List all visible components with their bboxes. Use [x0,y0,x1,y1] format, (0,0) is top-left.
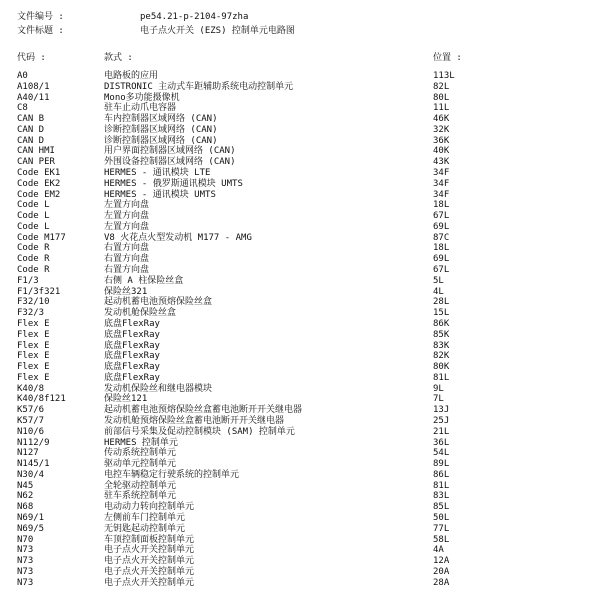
row-position: 77L [433,523,450,534]
table-row [0,373,605,384]
table-row [0,308,605,319]
table-row [0,448,605,459]
table-row [0,567,605,578]
row-code: Code EK2 [17,178,61,189]
row-code: Code R [17,254,50,265]
row-position: 80L [433,92,450,103]
row-description: 左置方向盘 [104,200,150,211]
row-code: N68 [17,502,34,513]
row-position: 81L [433,480,450,491]
table-row [0,362,605,373]
row-position: 9L [433,383,444,394]
row-code: N45 [17,480,34,491]
column-header-code: 代码 : [17,53,46,63]
row-code: F32/3 [17,308,45,319]
table-row [0,427,605,438]
row-code: K57/7 [17,415,45,426]
row-position: 18L [433,243,450,254]
row-code: F32/10 [17,297,50,308]
row-code: C8 [17,103,28,114]
row-position: 28A [433,577,450,588]
row-position: 15L [433,308,450,319]
row-code: Code EM2 [17,189,61,200]
row-code: K40/8f121 [17,394,66,405]
row-position: 86K [433,318,450,329]
row-code: N30/4 [17,469,45,480]
row-description: 左侧前车门控制单元 [104,512,186,523]
row-position: 85L [433,502,450,513]
table-row [0,330,605,341]
table-row [0,578,605,589]
row-description: 驻车系统控制单元 [104,491,177,502]
row-description: 底盘FlexRay [104,372,160,383]
table-row [0,502,605,513]
table-row [0,190,605,201]
row-description: 电子点火开关控制单元 [104,577,195,588]
row-code: Code R [17,243,50,254]
row-position: 34F [433,168,450,179]
row-position: 12A [433,556,450,567]
row-position: 81L [433,372,450,383]
row-position: 4A [433,545,444,556]
row-code: CAN D [17,135,45,146]
row-position: 36L [433,437,450,448]
table-row [0,416,605,427]
row-position: 25J [433,415,450,426]
row-position: 43K [433,157,450,168]
row-code: Flex E [17,329,50,340]
row-description: 右置方向盘 [104,254,150,265]
row-position: 69L [433,221,450,232]
row-code: A108/1 [17,81,50,92]
row-position: 4L [433,286,444,297]
column-header-position: 位置 : [433,53,462,63]
row-description: 左置方向盘 [104,211,150,222]
row-description: 电路板的应用 [104,71,159,81]
table-header [0,52,605,64]
row-description: 发动机舱保险丝盒 [104,308,177,319]
row-description: 车内控制器区域网络 (CAN) [104,114,218,125]
row-code: N10/6 [17,426,45,437]
row-position: 5L [433,275,444,286]
row-position: 67L [433,265,450,276]
document-number-label: 文件编号 : [17,12,64,22]
table-row [0,179,605,190]
row-code: A0 [17,71,28,81]
row-code: N112/9 [17,437,50,448]
row-code: CAN B [17,114,45,125]
row-code: Flex E [17,372,50,383]
row-description: Mono多功能摄像机 [104,92,180,103]
table-row [0,341,605,352]
row-description: 发动机舱预熔保险丝盒蓄电池断开开关继电器 [104,415,285,426]
row-description: 全轮驱动控制单元 [104,480,177,491]
row-code: N69/5 [17,523,45,534]
table-row [0,243,605,254]
row-code: Code R [17,265,50,276]
table-row [0,114,605,125]
row-description: 发动机保险丝和继电器模块 [104,383,213,394]
row-position: 58L [433,534,450,545]
row-code: CAN PER [17,157,55,168]
table-row [0,481,605,492]
row-code: K40/8 [17,383,45,394]
row-position: 69L [433,254,450,265]
row-position: 89L [433,459,450,470]
row-code: A40/11 [17,92,50,103]
row-position: 34F [433,178,450,189]
table-row [0,524,605,535]
row-position: 13J [433,405,450,416]
row-position: 82K [433,351,450,362]
table-row [0,265,605,276]
row-description: 底盘FlexRay [104,318,160,329]
table-row [0,168,605,179]
row-position: 34F [433,189,450,200]
row-position: 82L [433,81,450,92]
row-description: 驱动单元控制单元 [104,459,177,470]
row-position: 67L [433,211,450,222]
table-row [0,545,605,556]
row-code: F1/3 [17,275,39,286]
table-row [0,351,605,362]
row-description: 外围设备控制器区域网络 (CAN) [104,157,236,168]
row-description: 无钥匙起动控制单元 [104,523,186,534]
row-description: 诊断控制器区域网络 (CAN) [104,124,218,135]
row-description: HERMES - 通讯模块 UMTS [104,189,216,200]
table-row [0,297,605,308]
row-position: 80K [433,362,450,373]
table-row [0,491,605,502]
row-position: 36K [433,135,450,146]
row-code: N73 [17,577,34,588]
table-row [0,157,605,168]
table-row [0,535,605,546]
row-description: HERMES - 通讯模块 LTE [104,168,211,179]
table-row [0,276,605,287]
row-code: N62 [17,491,34,502]
row-position: 11L [433,103,450,114]
table-row [0,233,605,244]
row-code: N73 [17,556,34,567]
row-description: 电子点火开关控制单元 [104,556,195,567]
table-row [0,438,605,449]
table-row [0,103,605,114]
row-description: 电子点火开关控制单元 [104,566,195,577]
row-description: 起动机蓄电池预熔保险丝盒 [104,297,213,308]
table-row [0,287,605,298]
row-position: 87C [433,232,450,243]
table-row [0,136,605,147]
row-description: 左置方向盘 [104,221,150,232]
row-code: N145/1 [17,459,50,470]
row-position: 20A [433,566,450,577]
row-description: HERMES - 俄罗斯通讯模块 UMTS [104,178,243,189]
row-description: 车顶控制面板控制单元 [104,534,195,545]
row-code: N69/1 [17,512,45,523]
row-description: 电子点火开关控制单元 [104,545,195,556]
table-row [0,200,605,211]
table-row [0,254,605,265]
row-position: 28L [433,297,450,308]
row-position: 85K [433,329,450,340]
document-number-value: pe54.21-p-2104-97zha [140,12,249,22]
table-row [0,125,605,136]
row-position: 21L [433,426,450,437]
row-description: 底盘FlexRay [104,362,160,373]
table-body [0,71,605,601]
row-position: 18L [433,200,450,211]
row-description: 起动机蓄电池预熔保险丝盒蓄电池断开开关继电器 [104,405,303,416]
row-code: Flex E [17,362,50,373]
table-row [0,319,605,330]
row-position: 46K [433,114,450,125]
row-description: 保险丝321 [104,286,148,297]
row-description: 前部信号采集及促动控制模块 (SAM) 控制单元 [104,426,295,437]
table-row [0,384,605,395]
table-row [0,211,605,222]
row-code: Code EK1 [17,168,61,179]
row-code: N73 [17,545,34,556]
row-position: 50L [433,512,450,523]
table-row [0,556,605,567]
row-position: 54L [433,448,450,459]
row-description: 电动动力转向控制单元 [104,502,195,513]
row-description: 底盘FlexRay [104,329,160,340]
row-position: 83L [433,491,450,502]
row-description: 用户界面控制器区域网络 (CAN) [104,146,236,157]
table-row [0,93,605,104]
row-position: 83K [433,340,450,351]
row-code: F1/3f321 [17,286,61,297]
row-description: 电控车辆稳定行驶系统的控制单元 [104,469,240,480]
row-code: N73 [17,566,34,577]
table-row [0,394,605,405]
row-code: Flex E [17,318,50,329]
row-description: 传动系统控制单元 [104,448,177,459]
row-code: Flex E [17,340,50,351]
row-position: 7L [433,394,444,405]
row-description: 底盘FlexRay [104,351,160,362]
table-row [0,146,605,157]
row-code: Code L [17,200,50,211]
row-code: K57/6 [17,405,45,416]
row-description: 右置方向盘 [104,243,150,254]
row-position: 32K [433,124,450,135]
row-code: Code L [17,211,50,222]
row-description: 保险丝121 [104,394,148,405]
row-description: V8 火花点火型发动机 M177 - AMG [104,232,252,243]
row-code: Code L [17,221,50,232]
table-row [0,470,605,481]
table-row [0,405,605,416]
row-description: HERMES 控制单元 [104,437,178,448]
row-description: 右侧 A 柱保险丝盒 [104,275,184,286]
table-row [0,82,605,93]
row-position: 40K [433,146,450,157]
row-description: 诊断控制器区域网络 (CAN) [104,135,218,146]
row-code: CAN HMI [17,146,55,157]
row-position: 113L [433,71,455,81]
row-description: DISTRONIC 主动式车距辅助系统电动控制单元 [104,81,294,92]
row-code: N127 [17,448,39,459]
table-row [0,459,605,470]
row-description: 底盘FlexRay [104,340,160,351]
table-row [0,513,605,524]
column-header-description: 款式 : [104,53,133,63]
table-row [0,222,605,233]
row-position: 86L [433,469,450,480]
row-description: 右置方向盘 [104,265,150,276]
row-code: Code M177 [17,232,66,243]
table-row [0,71,605,82]
row-code: CAN D [17,124,45,135]
row-code: Flex E [17,351,50,362]
row-code: N70 [17,534,34,545]
document-title-value: 电子点火开关 (EZS) 控制单元电路图 [140,26,295,36]
document-title-label: 文件标题 : [17,26,64,36]
row-description: 驻车止动爪电容器 [104,103,177,114]
